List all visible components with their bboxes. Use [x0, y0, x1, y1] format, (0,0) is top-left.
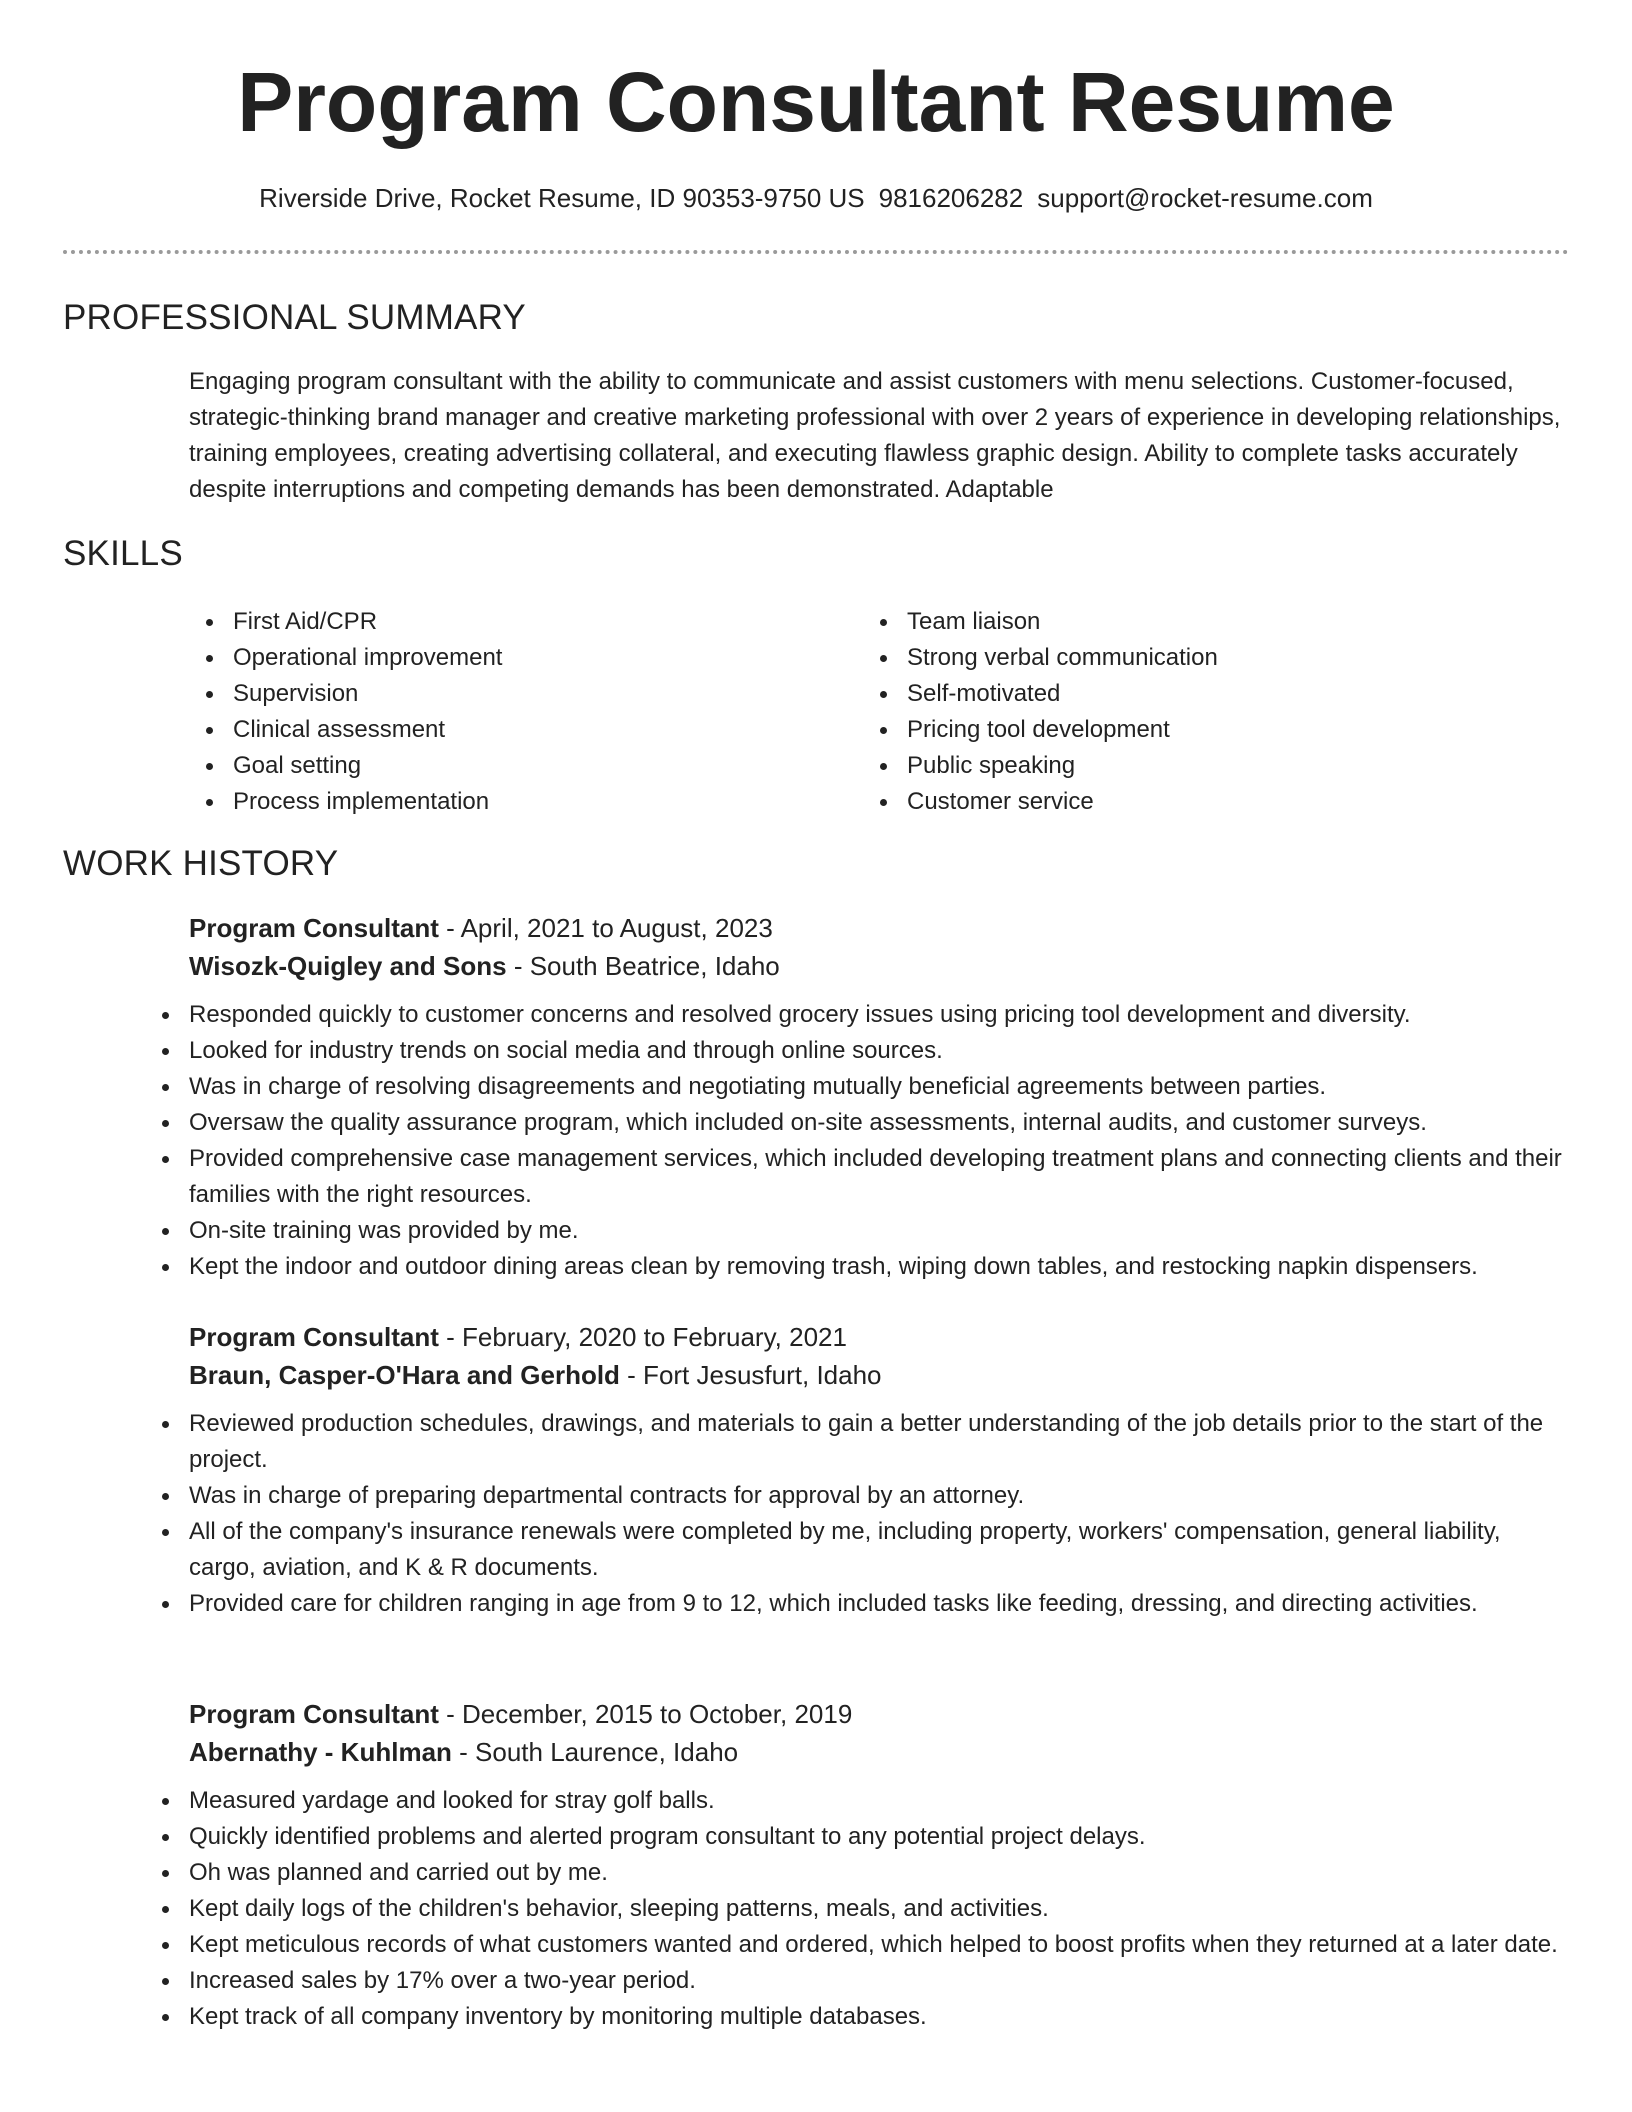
skills-list-left [189, 604, 829, 820]
job-company: Braun, Casper-O'Hara and Gerhold [189, 1360, 620, 1390]
job-duty: Kept the indoor and outdoor dining areas clean by removing trash, wiping down tables, and restocking napkin dispensers. [145, 1249, 1569, 1285]
job-title-line [189, 1695, 1569, 1733]
job-duty: Oh was planned and carried out by me. [145, 1855, 1569, 1891]
job-company-line [189, 947, 1569, 985]
job-duty: Was in charge of preparing departmental contracts for approval by an attorney. [145, 1478, 1569, 1514]
skill-item: First Aid/CPR [189, 604, 829, 640]
job-duty: Provided care for children ranging in age from 9 to 12, which included tasks like feeding, dressing, and directing activities. [145, 1586, 1569, 1622]
job-duties-list [145, 1783, 1569, 2035]
contact-email: support@rocket-resume.com [1037, 183, 1373, 213]
job-entry [189, 1318, 1569, 1622]
job-duty: Kept meticulous records of what customers wanted and ordered, which helped to boost profits when they returned at a later date. [145, 1927, 1569, 1963]
skill-item: Process implementation [189, 784, 829, 820]
summary-text: Engaging program consultant with the ability to communicate and assist customers with menu selections. Customer-focused, strategic-thinking brand manager and creative marketing professional with over 2 years of experience in developing relationships, training employees, creating advertising collateral, and executing flawless graphic design. Ability to complete tasks accurately despite interruptions and competing demands has been demonstrated. Adaptable [189, 368, 1561, 503]
job-company-line [189, 1733, 1569, 1771]
job-dates: - February, 2020 to February, 2021 [438, 1322, 847, 1352]
header-divider [63, 250, 1569, 254]
skill-item: Self-motivated [863, 676, 1543, 712]
job-duty: Oversaw the quality assurance program, which included on-site assessments, internal audits, and customer surveys. [145, 1105, 1569, 1141]
job-dates: - April, 2021 to August, 2023 [438, 913, 773, 943]
work-history-heading: WORK HISTORY [63, 844, 339, 883]
skills-list-right [863, 604, 1543, 820]
skill-item: Clinical assessment [189, 712, 829, 748]
skill-item: Team liaison [863, 604, 1543, 640]
job-title: Program Consultant [189, 1322, 439, 1352]
job-duty: Kept daily logs of the children's behavior, sleeping patterns, meals, and activities. [145, 1891, 1569, 1927]
job-duty: On-site training was provided by me. [145, 1213, 1569, 1249]
job-duties-list [145, 1406, 1569, 1622]
job-title: Program Consultant [189, 1699, 439, 1729]
page-title: Program Consultant Resume [237, 55, 1395, 149]
job-duty: Quickly identified problems and alerted program consultant to any potential project delays. [145, 1819, 1569, 1855]
job-company: Wisozk-Quigley and Sons [189, 951, 507, 981]
job-title-line [189, 909, 1569, 947]
job-duties-list [145, 997, 1569, 1285]
job-dates: - December, 2015 to October, 2019 [438, 1699, 853, 1729]
job-title-line [189, 1318, 1569, 1356]
summary-heading: PROFESSIONAL SUMMARY [63, 298, 526, 337]
job-duty: All of the company's insurance renewals were completed by me, including property, workers' compensation, general liability, cargo, aviation, and K & R documents. [145, 1514, 1569, 1586]
skill-item: Goal setting [189, 748, 829, 784]
skill-item: Pricing tool development [863, 712, 1543, 748]
job-entry [189, 1695, 1569, 2035]
skill-item: Customer service [863, 784, 1543, 820]
contact-phone: 9816206282 [878, 183, 1024, 213]
job-duty: Increased sales by 17% over a two-year period. [145, 1963, 1569, 1999]
job-title: Program Consultant [189, 913, 439, 943]
job-duty: Looked for industry trends on social media and through online sources. [145, 1033, 1569, 1069]
contact-line [0, 180, 1632, 216]
skill-item: Supervision [189, 676, 829, 712]
job-location: - South Beatrice, Idaho [506, 951, 780, 981]
job-duty: Kept track of all company inventory by monitoring multiple databases. [145, 1999, 1569, 2035]
job-location: - South Laurence, Idaho [451, 1737, 739, 1767]
skill-item: Strong verbal communication [863, 640, 1543, 676]
skill-item: Operational improvement [189, 640, 829, 676]
job-entry [189, 909, 1569, 1285]
job-company: Abernathy - Kuhlman [189, 1737, 452, 1767]
job-duty: Responded quickly to customer concerns and resolved grocery issues using pricing tool development and diversity. [145, 997, 1569, 1033]
job-duty: Was in charge of resolving disagreements and negotiating mutually beneficial agreements between parties. [145, 1069, 1569, 1105]
contact-address: Riverside Drive, Rocket Resume, ID 90353-9750 US [259, 183, 865, 213]
skills-heading: SKILLS [63, 534, 183, 573]
job-duty: Reviewed production schedules, drawings, and materials to gain a better understanding of the job details prior to the start of the project. [145, 1406, 1569, 1478]
skill-item: Public speaking [863, 748, 1543, 784]
job-company-line [189, 1356, 1569, 1394]
job-duty: Measured yardage and looked for stray golf balls. [145, 1783, 1569, 1819]
job-location: - Fort Jesusfurt, Idaho [619, 1360, 882, 1390]
job-duty: Provided comprehensive case management services, which included developing treatment plans and connecting clients and their families with the right resources. [145, 1141, 1569, 1213]
